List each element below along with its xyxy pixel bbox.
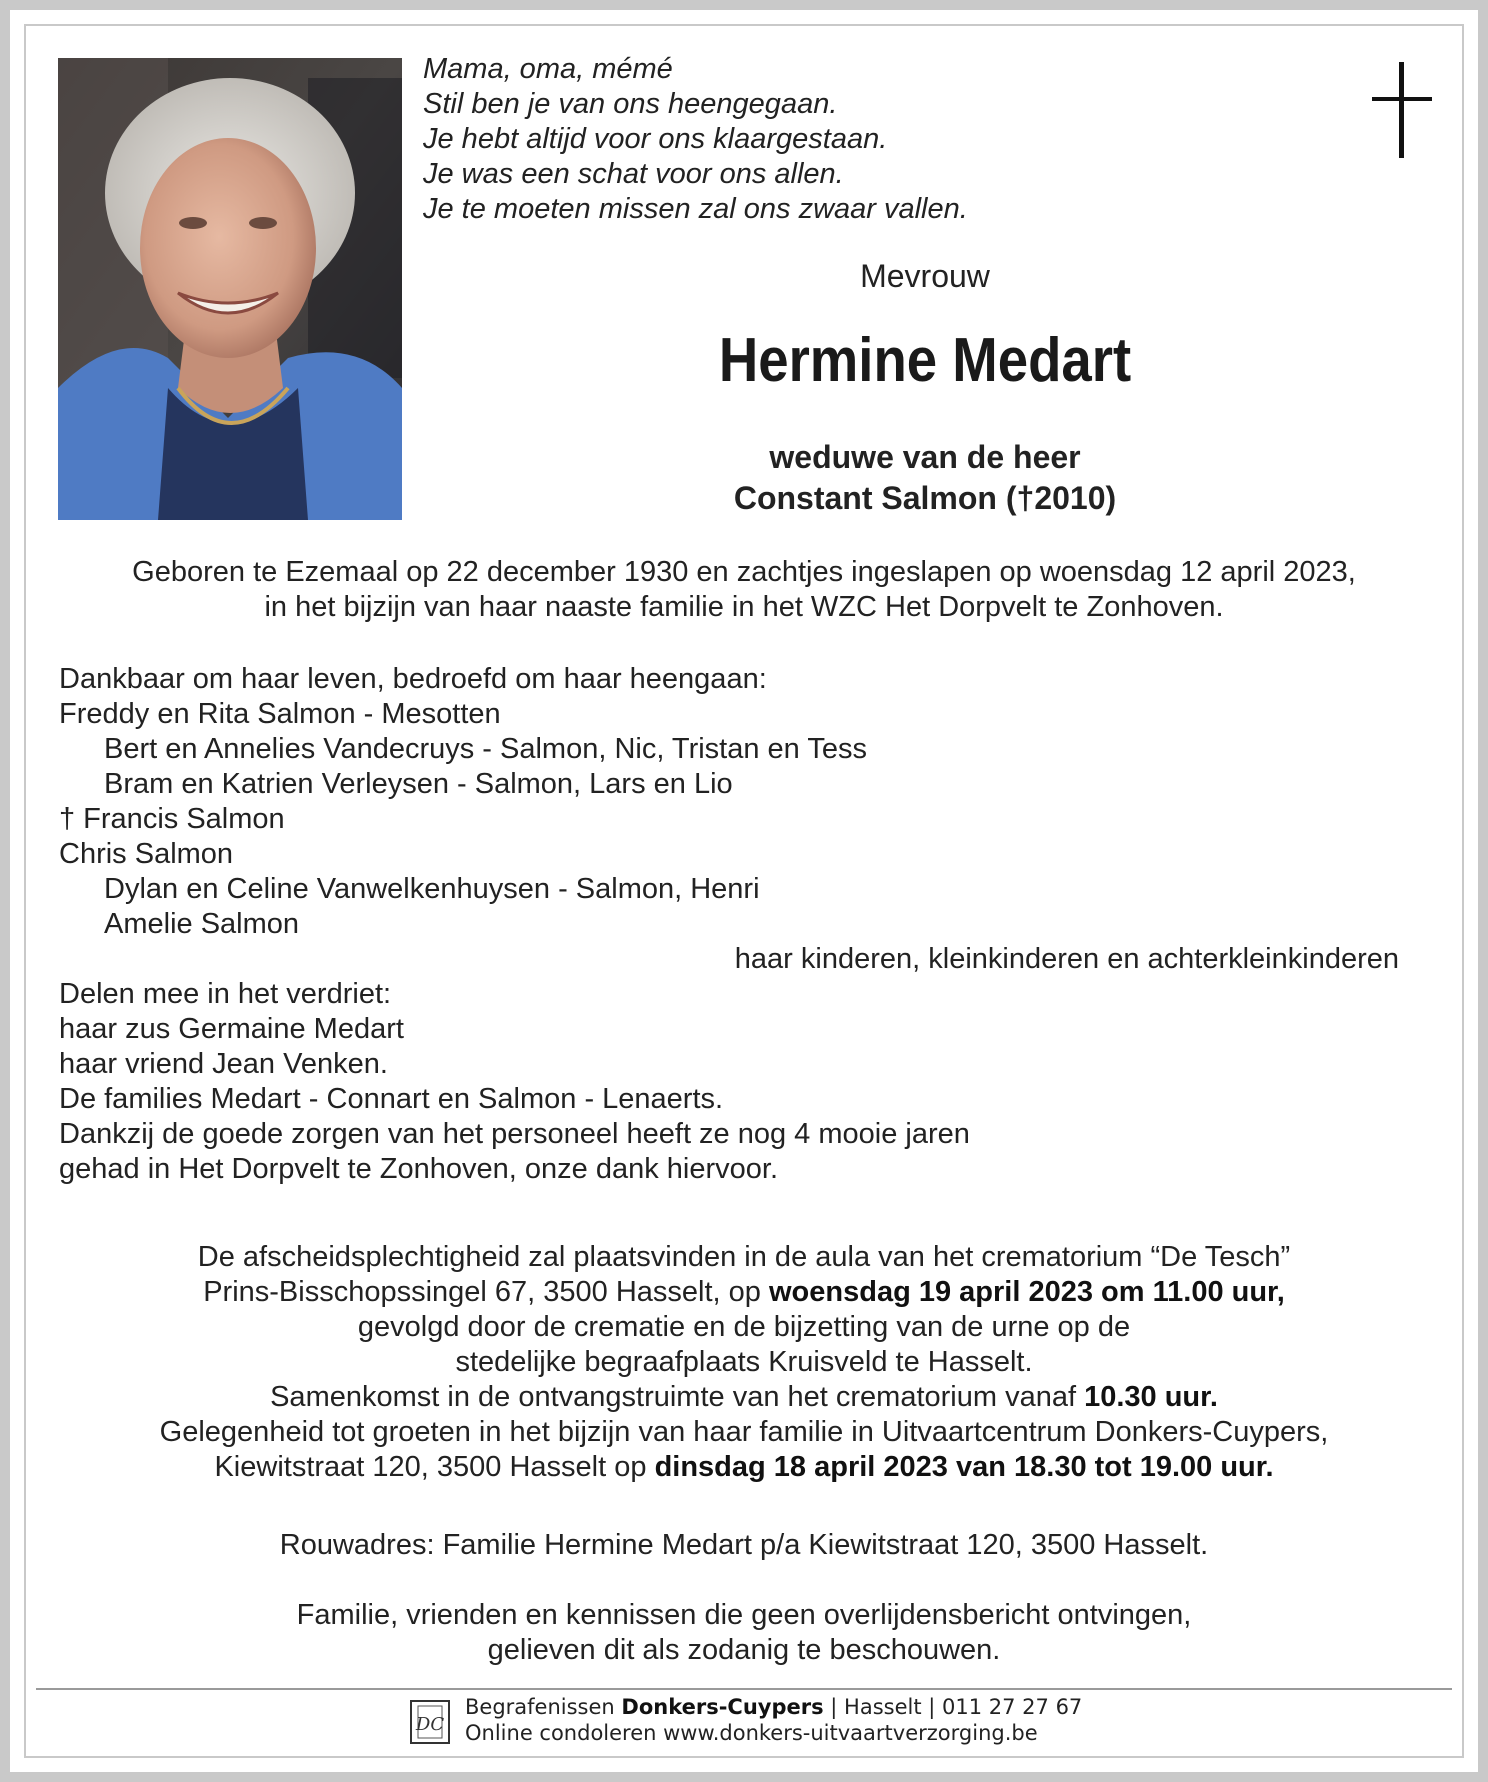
notice-line: gelieven dit als zodanig te beschouwen. — [487, 1634, 1001, 1666]
ceremony-line: De afscheidsplechtigheid zal plaatsvinden in de aula van het crematorium “De Tesch” — [197, 1241, 1291, 1273]
family-member: Bram en Katrien Verleysen - Salmon, Lars en Lio — [104, 768, 733, 800]
family-member: Amelie Salmon — [104, 908, 300, 940]
poem-line: Je te moeten missen zal ons zwaar vallen. — [423, 193, 968, 225]
cross-icon — [1372, 62, 1432, 158]
family-member: Freddy en Rita Salmon - Mesotten — [59, 698, 501, 730]
footer-phone: 011 27 27 67 — [942, 1695, 1083, 1719]
ceremony-line — [60, 1380, 1428, 1415]
family-member: Dylan en Celine Vanwelkenhuysen - Salmon, Henri — [104, 873, 760, 905]
footer-city: | Hasselt | — [823, 1695, 943, 1719]
share-line: haar vriend Jean Venken. — [59, 1048, 388, 1080]
visitation-date: dinsdag 18 april 2023 van 18.30 tot 19.00 uur. — [654, 1451, 1274, 1483]
ceremony-text: Kiewitstraat 120, 3500 Hasselt op — [214, 1451, 655, 1483]
svg-text:DC: DC — [415, 1714, 445, 1735]
birth-death-info — [60, 555, 1428, 625]
title-honorific: Mevrouw — [860, 258, 990, 294]
ceremony-info — [60, 1240, 1428, 1485]
widow-line-1: weduwe van de heer — [769, 439, 1081, 475]
family-member: Chris Salmon — [59, 838, 234, 870]
funeral-home-logo — [410, 1700, 450, 1744]
poem-line: Stil ben je van ons heengegaan. — [423, 88, 838, 120]
ceremony-line — [60, 1275, 1428, 1310]
family-member: Bert en Annelies Vandecruys - Salmon, Nic, Tristan en Tess — [104, 733, 867, 765]
ceremony-text: Samenkomst in de ontvangstruimte van het crematorium vanaf — [270, 1381, 1085, 1413]
share-line: haar zus Germaine Medart — [59, 1013, 404, 1045]
thanks-line: gehad in Het Dorpvelt te Zonhoven, onze dank hiervoor. — [59, 1153, 779, 1185]
family-intro: Dankbaar om haar leven, bedroefd om haar heengaan: — [59, 663, 767, 695]
family-list — [59, 662, 1399, 1187]
family-relation: haar kinderen, kleinkinderen en achterkleinkinderen — [734, 943, 1399, 975]
ceremony-text: Prins-Bisschopssingel 67, 3500 Hasselt, op — [203, 1276, 769, 1308]
footer-prefix: Begrafenissen — [465, 1695, 622, 1719]
notice-line: Familie, vrienden en kennissen die geen overlijdensbericht ontvingen, — [296, 1599, 1192, 1631]
share-intro: Delen mee in het verdriet: — [59, 978, 392, 1010]
footer-line-1 — [465, 1694, 1082, 1720]
notice — [60, 1598, 1428, 1668]
family-member: † Francis Salmon — [59, 803, 285, 835]
born-line-1: Geboren te Ezemaal op 22 december 1930 en zachtjes ingeslapen op woensdag 12 april 2023, — [132, 556, 1356, 588]
widow-line-2: Constant Salmon (†2010) — [733, 480, 1117, 516]
widow-of — [600, 437, 1250, 519]
footer-info — [465, 1694, 1082, 1746]
gathering-time: 10.30 uur. — [1084, 1381, 1218, 1413]
footer-company: Donkers-Cuypers — [621, 1695, 824, 1719]
born-line-2: in het bijzijn van haar naaste familie in het WZC Het Dorpvelt te Zonhoven. — [264, 591, 1224, 623]
footer-online-link[interactable]: Online condoleren www.donkers-uitvaartverzorging.be — [465, 1721, 1038, 1745]
ceremony-line — [60, 1450, 1428, 1485]
portrait-photo — [58, 58, 402, 520]
thanks-line: Dankzij de goede zorgen van het personeel heeft ze nog 4 mooie jaren — [59, 1118, 970, 1150]
share-line: De families Medart - Connart en Salmon - Lenaerts. — [59, 1083, 724, 1115]
poem-line: Mama, oma, mémé — [423, 53, 673, 85]
poem-line: Je hebt altijd voor ons klaargestaan. — [423, 123, 888, 155]
mourning-address: Rouwadres: Familie Hermine Medart p/a Kiewitstraat 120, 3500 Hasselt. — [279, 1529, 1209, 1561]
deceased-name: Hermine Medart — [718, 326, 1132, 395]
ceremony-line: stedelijke begraafplaats Kruisveld te Hasselt. — [455, 1346, 1033, 1378]
ceremony-line: gevolgd door de crematie en de bijzetting van de urne op de — [357, 1311, 1131, 1343]
ceremony-line: Gelegenheid tot groeten in het bijzijn van haar familie in Uitvaartcentrum Donkers-Cuypers, — [159, 1416, 1329, 1448]
footer-divider — [36, 1688, 1452, 1690]
poem-line: Je was een schat voor ons allen. — [423, 158, 844, 190]
poem — [423, 52, 968, 227]
ceremony-date: woensdag 19 april 2023 om 11.00 uur, — [769, 1276, 1285, 1308]
